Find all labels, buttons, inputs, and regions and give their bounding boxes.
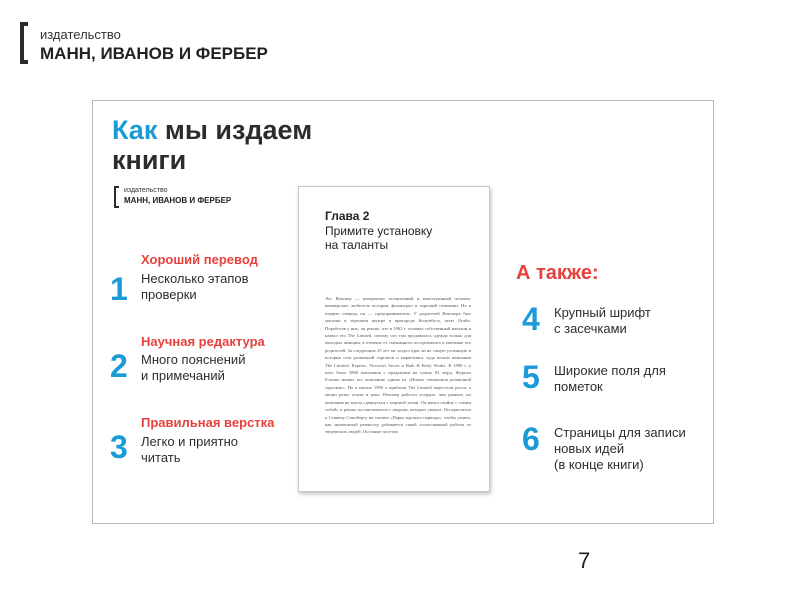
feature-number: 3 — [110, 429, 128, 465]
heading-rest: мы издаем — [157, 115, 313, 145]
slide-number: 7 — [578, 548, 591, 573]
feature-desc-line2: и примечаний — [141, 368, 225, 383]
publisher-label: издательство — [40, 27, 121, 42]
publisher-name: МАНН, ИВАНОВ И ФЕРБЕР — [40, 44, 268, 63]
logo-bracket-icon — [20, 22, 28, 64]
feature-desc-line3: (в конце книги) — [554, 457, 644, 472]
heading-accent: Как — [112, 115, 158, 145]
chapter-title-line1: Примите установку — [325, 224, 433, 238]
feature-desc-line1: Легко и приятно — [141, 434, 238, 449]
chapter-label: Глава 2 — [325, 209, 370, 223]
chapter-title-line2: на таланты — [325, 238, 389, 252]
feature-desc-line2: пометок — [554, 379, 603, 394]
feature-desc-line2: с засечками — [554, 321, 627, 336]
feature-number: 6 — [522, 421, 540, 457]
feature-desc-line2: новых идей — [554, 441, 625, 456]
feature-desc-line2: читать — [141, 450, 181, 465]
slide-heading — [112, 115, 312, 175]
feature-title: Правильная верстка — [141, 415, 275, 430]
feature-desc-line1: Широкие поля для — [554, 363, 666, 378]
chapter-body-text: Лес Векснер — невероятно талантливый и многогранный человек: коммерсант, любитель истории, филантроп и хороший семьянин. Но в первую очередь он — предприниматель. У родителей Векснера был магазин в торговом центре в пригороде Колумбуса, штат Огайо. Поработав у них, он решил, что в 1963 г. основал собственный магазин и назвал его The Limited, потому что там продавалась одежда только для молодых женщин, в отличие от смешанного ассортимента в магазине его родителей. За следующие 25 лет он создал едва ли не самую успешную в истории сеть розничной торговли и маркетинга, куда вошли компании The Limited, Express, Victoria's Secret и Bath & Body Works. К 1990 г. у него было 3800 магазинов с продажами на сумму 83 млрд. Журнал Fortune назвал его компанию одним из «Новых чемпионов розничной торговли». Но в начале 1990 х прибыли The Limited перестали расти, а акции резко упали в цене. Векснер работал усердно, чем раньше, но компания не могла сдвинуться с мертвой точки. Он начал «войну с самим собой» и решил посоветоваться с людьми, которых уважал. Он пригласил к Стивену Спилбергу на съемки «Парка юрского периода», чтобы узнать, как знаменитый режиссер добивается такой согласованной работы от творческих людей. Он также посетил — [325, 296, 471, 435]
feature-desc-line1: Несколько этапов — [141, 271, 249, 286]
mini-logo-bracket-icon — [114, 186, 119, 208]
book-page-sample — [298, 186, 490, 492]
mini-publisher-name: МАНН, ИВАНОВ И ФЕРБЕР — [124, 196, 232, 205]
feature-title: Хороший перевод — [141, 252, 258, 267]
feature-number: 1 — [110, 271, 128, 307]
feature-title: Научная редактура — [141, 334, 265, 349]
feature-desc-line2: проверки — [141, 287, 197, 302]
feature-desc-line1: Страницы для записи — [554, 425, 686, 440]
feature-number: 5 — [522, 359, 540, 395]
chapter-title — [325, 224, 475, 252]
also-heading: А также: — [516, 262, 599, 284]
mini-publisher-label: издательство — [124, 187, 168, 194]
heading-rest-2: книги — [112, 145, 187, 175]
feature-desc-line1: Много пояснений — [141, 352, 246, 367]
feature-number: 4 — [522, 301, 540, 337]
feature-number: 2 — [110, 348, 128, 384]
feature-desc-line1: Крупный шрифт — [554, 305, 651, 320]
